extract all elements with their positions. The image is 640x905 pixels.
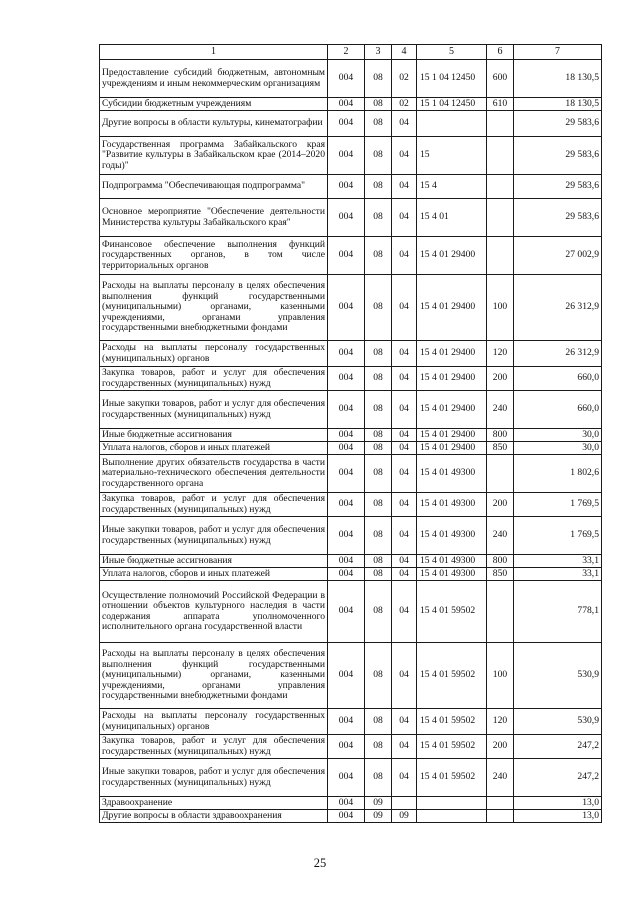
row-pr-cell: 02: [392, 98, 417, 111]
row-amount-cell: 1 802,6: [514, 455, 602, 493]
row-amount-cell: 13,0: [514, 797, 602, 810]
row-csr-cell: [417, 810, 487, 823]
row-csr-cell: 15 4 01 29400: [417, 391, 487, 429]
row-gr-cell: 004: [328, 442, 365, 455]
row-name-cell: Субсидии бюджетным учреждениям: [100, 98, 328, 111]
row-amount-cell: 530,9: [514, 709, 602, 735]
row-pr-cell: 04: [392, 442, 417, 455]
header-cell-name: 1: [100, 45, 328, 60]
row-pr-cell: [392, 797, 417, 810]
row-gr-cell: 004: [328, 555, 365, 568]
row-rz-cell: 08: [365, 237, 392, 275]
row-name-cell: Иные закупки товаров, работ и услуг для обеспечения государственных (муниципальных) нужд: [100, 391, 328, 429]
row-rz-cell: 08: [365, 367, 392, 391]
row-vr-cell: 200: [487, 735, 514, 759]
table-row: [100, 175, 602, 199]
table-row: [100, 759, 602, 797]
row-name-cell: Государственная программа Забайкальского края "Развитие культуры в Забайкальском крае (2014–2020 годы)": [100, 137, 328, 175]
row-pr-cell: 04: [392, 568, 417, 581]
row-csr-cell: [417, 797, 487, 810]
row-csr-cell: 15 4 01 29400: [417, 442, 487, 455]
row-vr-cell: 850: [487, 442, 514, 455]
header-row: [100, 45, 602, 60]
row-name-cell: Осуществление полномочий Российской Федерации в отношении объектов культурного наследия в части содержания аппарата уполномоченного исполнительного органа государственной власти: [100, 581, 328, 643]
row-vr-cell: [487, 237, 514, 275]
row-rz-cell: 08: [365, 709, 392, 735]
row-vr-cell: 800: [487, 429, 514, 442]
row-name-cell: Закупка товаров, работ и услуг для обеспечения государственных (муниципальных) нужд: [100, 735, 328, 759]
row-name-cell: Предоставление субсидий бюджетным, автономным учреждениям и иным некоммерческим организациям: [100, 60, 328, 98]
table-row: [100, 111, 602, 137]
table-row: [100, 199, 602, 237]
row-amount-cell: 13,0: [514, 810, 602, 823]
row-name-cell: Закупка товаров, работ и услуг для обеспечения государственных (муниципальных) нужд: [100, 367, 328, 391]
table-row: [100, 367, 602, 391]
table-row: [100, 568, 602, 581]
row-gr-cell: 004: [328, 643, 365, 709]
row-pr-cell: 04: [392, 367, 417, 391]
table-row: [100, 98, 602, 111]
row-rz-cell: 08: [365, 735, 392, 759]
row-amount-cell: 29 583,6: [514, 137, 602, 175]
row-vr-cell: [487, 810, 514, 823]
row-pr-cell: 04: [392, 237, 417, 275]
row-amount-cell: 660,0: [514, 391, 602, 429]
row-rz-cell: 08: [365, 555, 392, 568]
row-vr-cell: 610: [487, 98, 514, 111]
table-row: [100, 275, 602, 341]
row-rz-cell: 08: [365, 643, 392, 709]
row-rz-cell: 08: [365, 581, 392, 643]
row-name-cell: Финансовое обеспечение выполнения функций государственных органов, в том числе территориальных органов: [100, 237, 328, 275]
row-amount-cell: 30,0: [514, 442, 602, 455]
row-pr-cell: 04: [392, 199, 417, 237]
row-gr-cell: 004: [328, 581, 365, 643]
row-vr-cell: [487, 175, 514, 199]
row-name-cell: Расходы на выплаты персоналу в целях обеспечения выполнения функций государственными (муниципальными) органами, казенными учреждениями, органами управления государственными внебюджетными фондами: [100, 643, 328, 709]
table-row: [100, 137, 602, 175]
table-row: [100, 709, 602, 735]
row-csr-cell: 15 1 04 12450: [417, 60, 487, 98]
row-amount-cell: 247,2: [514, 735, 602, 759]
row-pr-cell: 02: [392, 60, 417, 98]
row-amount-cell: 33,1: [514, 568, 602, 581]
row-pr-cell: 04: [392, 643, 417, 709]
row-csr-cell: 15 4 01 59502: [417, 735, 487, 759]
row-pr-cell: 04: [392, 341, 417, 367]
row-gr-cell: 004: [328, 199, 365, 237]
row-amount-cell: 27 002,9: [514, 237, 602, 275]
table-row: [100, 237, 602, 275]
row-vr-cell: 600: [487, 60, 514, 98]
row-name-cell: Уплата налогов, сборов и иных платежей: [100, 568, 328, 581]
row-vr-cell: 850: [487, 568, 514, 581]
row-name-cell: Выполнение других обязательств государства в части материально-технического обеспечения деятельности государственного органа: [100, 455, 328, 493]
row-pr-cell: 04: [392, 555, 417, 568]
row-vr-cell: 100: [487, 643, 514, 709]
row-vr-cell: 240: [487, 517, 514, 555]
header-cell-amount: 7: [514, 45, 602, 60]
row-vr-cell: 100: [487, 275, 514, 341]
row-rz-cell: 08: [365, 759, 392, 797]
row-amount-cell: 29 583,6: [514, 111, 602, 137]
row-amount-cell: 30,0: [514, 429, 602, 442]
row-pr-cell: 04: [392, 111, 417, 137]
table-row: [100, 455, 602, 493]
row-gr-cell: 004: [328, 429, 365, 442]
row-csr-cell: 15 4 01 29400: [417, 341, 487, 367]
row-csr-cell: [417, 111, 487, 137]
row-amount-cell: 26 312,9: [514, 275, 602, 341]
row-rz-cell: 08: [365, 429, 392, 442]
row-vr-cell: 200: [487, 493, 514, 517]
row-name-cell: Здравоохранение: [100, 797, 328, 810]
row-csr-cell: 15 4 01 49300: [417, 568, 487, 581]
row-gr-cell: 004: [328, 709, 365, 735]
table-row: [100, 797, 602, 810]
row-vr-cell: [487, 111, 514, 137]
row-csr-cell: 15 4 01 49300: [417, 493, 487, 517]
row-rz-cell: 08: [365, 391, 392, 429]
row-vr-cell: 240: [487, 759, 514, 797]
row-vr-cell: 240: [487, 391, 514, 429]
row-amount-cell: 29 583,6: [514, 199, 602, 237]
row-pr-cell: 04: [392, 455, 417, 493]
row-rz-cell: 09: [365, 797, 392, 810]
row-gr-cell: 004: [328, 810, 365, 823]
header-cell-csr: 5: [417, 45, 487, 60]
row-csr-cell: 15 4 01: [417, 199, 487, 237]
row-vr-cell: [487, 581, 514, 643]
row-amount-cell: 26 312,9: [514, 341, 602, 367]
row-amount-cell: 29 583,6: [514, 175, 602, 199]
row-vr-cell: [487, 455, 514, 493]
row-vr-cell: 800: [487, 555, 514, 568]
row-amount-cell: 247,2: [514, 759, 602, 797]
row-csr-cell: 15 4 01 29400: [417, 367, 487, 391]
row-csr-cell: 15 4 01 49300: [417, 517, 487, 555]
row-pr-cell: 04: [392, 517, 417, 555]
row-csr-cell: 15 4 01 29400: [417, 237, 487, 275]
row-name-cell: Иные закупки товаров, работ и услуг для обеспечения государственных (муниципальных) нужд: [100, 759, 328, 797]
row-csr-cell: 15: [417, 137, 487, 175]
table-row: [100, 735, 602, 759]
row-amount-cell: 778,1: [514, 581, 602, 643]
row-pr-cell: 04: [392, 581, 417, 643]
table-row: [100, 555, 602, 568]
header-cell-rz: 3: [365, 45, 392, 60]
row-vr-cell: 200: [487, 367, 514, 391]
table-row: [100, 493, 602, 517]
row-amount-cell: 1 769,5: [514, 517, 602, 555]
row-name-cell: Закупка товаров, работ и услуг для обеспечения государственных (муниципальных) нужд: [100, 493, 328, 517]
row-csr-cell: 15 4 01 49300: [417, 455, 487, 493]
row-gr-cell: 004: [328, 137, 365, 175]
row-gr-cell: 004: [328, 735, 365, 759]
row-amount-cell: 530,9: [514, 643, 602, 709]
row-amount-cell: 660,0: [514, 367, 602, 391]
row-gr-cell: 004: [328, 568, 365, 581]
row-gr-cell: 004: [328, 98, 365, 111]
row-name-cell: Подпрограмма "Обеспечивающая подпрограмма": [100, 175, 328, 199]
row-name-cell: Другие вопросы в области культуры, кинематографии: [100, 111, 328, 137]
row-name-cell: Основное мероприятие "Обеспечение деятельности Министерства культуры Забайкальского края": [100, 199, 328, 237]
row-pr-cell: 04: [392, 735, 417, 759]
row-gr-cell: 004: [328, 759, 365, 797]
row-rz-cell: 08: [365, 275, 392, 341]
row-csr-cell: 15 4 01 29400: [417, 275, 487, 341]
row-gr-cell: 004: [328, 797, 365, 810]
row-pr-cell: 04: [392, 137, 417, 175]
table-row: [100, 581, 602, 643]
row-amount-cell: 33,1: [514, 555, 602, 568]
row-pr-cell: 04: [392, 391, 417, 429]
row-gr-cell: 004: [328, 493, 365, 517]
row-amount-cell: 1 769,5: [514, 493, 602, 517]
row-pr-cell: 04: [392, 709, 417, 735]
row-vr-cell: [487, 199, 514, 237]
row-amount-cell: 18 130,5: [514, 60, 602, 98]
row-pr-cell: 04: [392, 493, 417, 517]
row-csr-cell: 15 4 01 59502: [417, 581, 487, 643]
header-cell-pr: 4: [392, 45, 417, 60]
row-rz-cell: 08: [365, 98, 392, 111]
row-gr-cell: 004: [328, 60, 365, 98]
row-gr-cell: 004: [328, 367, 365, 391]
row-rz-cell: 08: [365, 175, 392, 199]
row-vr-cell: 120: [487, 709, 514, 735]
row-pr-cell: 04: [392, 429, 417, 442]
row-rz-cell: 08: [365, 341, 392, 367]
row-csr-cell: 15 4 01 59502: [417, 709, 487, 735]
table-body: [100, 45, 602, 823]
row-amount-cell: 18 130,5: [514, 98, 602, 111]
row-gr-cell: 004: [328, 175, 365, 199]
row-pr-cell: 09: [392, 810, 417, 823]
row-rz-cell: 08: [365, 442, 392, 455]
row-gr-cell: 004: [328, 455, 365, 493]
row-rz-cell: 08: [365, 568, 392, 581]
row-name-cell: Расходы на выплаты персоналу государственных (муниципальных) органов: [100, 341, 328, 367]
row-rz-cell: 08: [365, 137, 392, 175]
row-name-cell: Иные бюджетные ассигнования: [100, 555, 328, 568]
table-row: [100, 60, 602, 98]
row-gr-cell: 004: [328, 237, 365, 275]
row-pr-cell: 04: [392, 275, 417, 341]
row-name-cell: Другие вопросы в области здравоохранения: [100, 810, 328, 823]
row-gr-cell: 004: [328, 275, 365, 341]
row-gr-cell: 004: [328, 517, 365, 555]
row-name-cell: Уплата налогов, сборов и иных платежей: [100, 442, 328, 455]
table-row: [100, 810, 602, 823]
row-csr-cell: 15 4 01 49300: [417, 555, 487, 568]
row-gr-cell: 004: [328, 391, 365, 429]
table-row: [100, 442, 602, 455]
row-csr-cell: 15 1 04 12450: [417, 98, 487, 111]
row-gr-cell: 004: [328, 111, 365, 137]
table-row: [100, 429, 602, 442]
row-vr-cell: [487, 797, 514, 810]
row-name-cell: Иные бюджетные ассигнования: [100, 429, 328, 442]
row-rz-cell: 08: [365, 455, 392, 493]
row-rz-cell: 08: [365, 493, 392, 517]
page-number: 25: [313, 856, 327, 870]
budget-table: [99, 44, 602, 823]
row-csr-cell: 15 4 01 59502: [417, 643, 487, 709]
row-csr-cell: 15 4: [417, 175, 487, 199]
table-row: [100, 391, 602, 429]
table-row: [100, 643, 602, 709]
row-gr-cell: 004: [328, 341, 365, 367]
header-cell-gr: 2: [328, 45, 365, 60]
row-pr-cell: 04: [392, 175, 417, 199]
row-csr-cell: 15 4 01 29400: [417, 429, 487, 442]
row-rz-cell: 08: [365, 517, 392, 555]
row-name-cell: Иные закупки товаров, работ и услуг для обеспечения государственных (муниципальных) нужд: [100, 517, 328, 555]
table-row: [100, 341, 602, 367]
row-name-cell: Расходы на выплаты персоналу в целях обеспечения выполнения функций государственными (муниципальными) органами, казенными учреждениями, органами управления государственными внебюджетными фондами: [100, 275, 328, 341]
row-pr-cell: 04: [392, 759, 417, 797]
table-row: [100, 517, 602, 555]
row-rz-cell: 08: [365, 199, 392, 237]
row-vr-cell: [487, 137, 514, 175]
row-rz-cell: 08: [365, 111, 392, 137]
row-csr-cell: 15 4 01 59502: [417, 759, 487, 797]
row-rz-cell: 08: [365, 60, 392, 98]
header-cell-vr: 6: [487, 45, 514, 60]
row-vr-cell: 120: [487, 341, 514, 367]
row-name-cell: Расходы на выплаты персоналу государственных (муниципальных) органов: [100, 709, 328, 735]
row-rz-cell: 09: [365, 810, 392, 823]
